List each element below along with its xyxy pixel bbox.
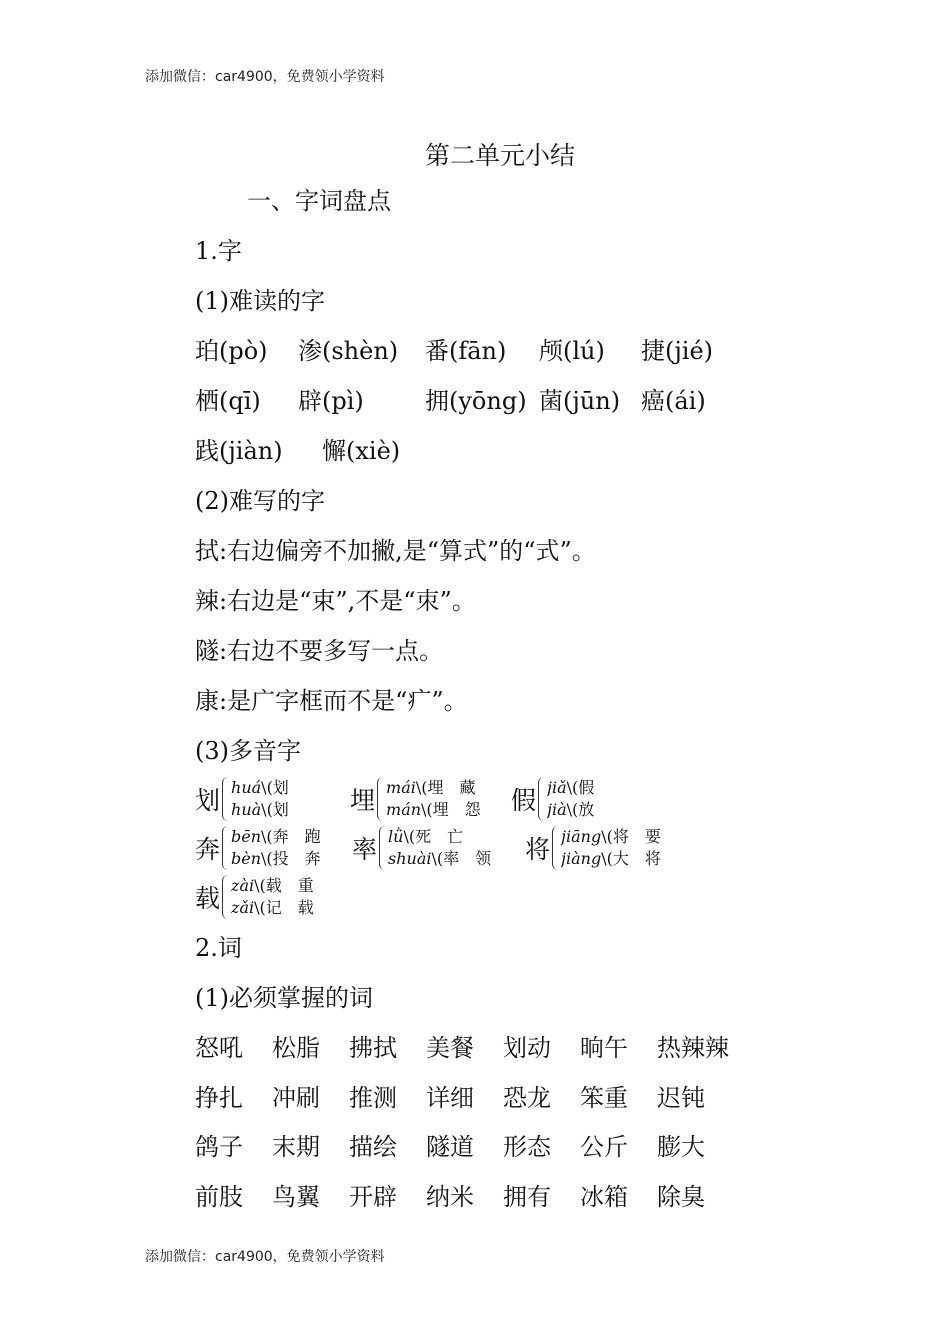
polyphone-block [195, 872, 331, 922]
watermark-top: 添加微信：car4900，免费领小学资料 [145, 69, 385, 85]
vocab-word: 鸟翼 [272, 1183, 320, 1211]
brace-icon [222, 875, 229, 919]
brace-icon [222, 777, 229, 821]
vocab-word: 推测 [349, 1084, 397, 1112]
vocab-word: 形态 [503, 1133, 551, 1161]
vocab-word: 末期 [272, 1133, 320, 1161]
brace-icon [222, 826, 229, 870]
vocab-word: 公斤 [580, 1133, 628, 1161]
vocab-word: 热辣辣 [657, 1034, 729, 1062]
vocab-word: 拥有 [503, 1183, 551, 1211]
vocab-word: 详细 [426, 1084, 474, 1112]
page-title: 第二单元小结 [424, 141, 575, 170]
vocab-word: 美餐 [426, 1034, 474, 1062]
vocab-word: 恐龙 [503, 1084, 551, 1112]
reading-pinyin: huà [231, 800, 262, 819]
watermark-bottom: 添加微信：car4900，免费领小学资料 [145, 1249, 385, 1265]
reading-pinyin: jiàng [561, 849, 602, 868]
polyphone-block [195, 774, 306, 824]
hard-write-line: 隧:右边不要多写一点。 [195, 637, 444, 665]
vocab-word: 冲刷 [272, 1084, 320, 1112]
subsection-characters: 1.字 [195, 237, 242, 265]
polyphone-char: 奔 [195, 835, 221, 864]
reading-example: \(载 重 [254, 876, 314, 895]
polyphone-char: 将 [525, 835, 551, 864]
vocab-word: 前肢 [195, 1183, 243, 1211]
pinyin-entry: 栖(qī) [195, 387, 261, 415]
vocab-word: 松脂 [272, 1034, 320, 1062]
reading-pinyin: jià [547, 800, 567, 819]
reading-example: \(记 载 [254, 898, 314, 917]
word-row [195, 1181, 734, 1213]
polyphone-char: 划 [195, 786, 221, 815]
pinyin-entry: 拥(yōng) [425, 387, 527, 415]
reading-pinyin: mái [386, 778, 416, 797]
word-row [195, 1082, 734, 1114]
reading-pinyin: bèn [231, 849, 262, 868]
reading-example: \(奔 跑 [261, 827, 321, 846]
polyphone-char: 埋 [350, 786, 376, 815]
hard-write-line: 辣:右边是“束”,不是“朿”。 [195, 587, 476, 615]
pinyin-entry: 渗(shèn) [298, 337, 399, 365]
hard-read-row [195, 435, 400, 467]
polyphone-block [195, 823, 343, 873]
subsection-words: 2.词 [195, 934, 242, 962]
reading-pinyin: bēn [231, 827, 262, 846]
brace-icon [379, 826, 386, 870]
reading-example: \(划 [261, 800, 289, 819]
reading-example: \(埋 怨 [421, 800, 481, 819]
vocab-word: 除臭 [657, 1183, 705, 1211]
polyphone-block [511, 774, 617, 824]
reading-pinyin: shuài [388, 849, 432, 868]
vocab-word: 怒吼 [195, 1034, 243, 1062]
brace-icon [538, 777, 545, 821]
reading-example: \(放 [566, 800, 595, 819]
pinyin-entry: 捷(jié) [641, 337, 714, 365]
pinyin-entry: 辟(pì) [298, 387, 364, 415]
reading-example: \(大 将 [601, 849, 661, 868]
hard-read-row [195, 335, 713, 367]
pinyin-entry: 菌(jūn) [539, 387, 621, 415]
reading-pinyin: zǎi [231, 898, 255, 917]
reading-example: \(划 [261, 778, 289, 797]
reading-example: \(投 奔 [261, 849, 321, 868]
hard-read-row [195, 385, 706, 417]
polyphone-block [525, 823, 679, 873]
vocab-word: 描绘 [349, 1133, 397, 1161]
reading-pinyin: zài [231, 876, 255, 895]
vocab-word: 挣扎 [195, 1084, 243, 1112]
polyphone-char: 率 [352, 835, 378, 864]
polyphone-block [350, 774, 496, 824]
reading-pinyin: jiāng [561, 827, 602, 846]
pinyin-entry: 珀(pò) [195, 337, 268, 365]
pinyin-entry: 懈(xiè) [322, 437, 401, 465]
hard-write-heading: (2)难写的字 [195, 487, 325, 515]
pinyin-entry: 番(fān) [425, 337, 507, 365]
word-row [195, 1032, 734, 1064]
vocab-word: 划动 [503, 1034, 551, 1062]
reading-pinyin: jiǎ [547, 778, 567, 797]
hard-write-line: 拭:右边偏旁不加撇,是“算式”的“式”。 [195, 537, 596, 565]
vocab-word: 鸽子 [195, 1133, 243, 1161]
must-know-heading: (1)必须掌握的词 [195, 984, 373, 1012]
reading-example: \(死 亡 [403, 827, 464, 846]
vocab-word: 膨大 [657, 1133, 705, 1161]
vocab-word: 纳米 [426, 1183, 474, 1211]
reading-example: \(假 [566, 778, 595, 797]
vocab-word: 拂拭 [349, 1034, 397, 1062]
reading-example: \(率 领 [431, 849, 492, 868]
polyphone-char: 载 [195, 884, 221, 913]
reading-pinyin: lǜ [388, 827, 404, 846]
polyphone-heading: (3)多音字 [195, 737, 301, 765]
hard-write-line: 康:是广字框而不是“疒”。 [195, 687, 468, 715]
word-row [195, 1131, 734, 1163]
hard-read-heading: (1)难读的字 [195, 287, 325, 315]
vocab-word: 开辟 [349, 1183, 397, 1211]
section-heading: 一、字词盘点 [247, 187, 391, 215]
vocab-word: 笨重 [580, 1084, 628, 1112]
polyphone-block [352, 823, 513, 873]
reading-pinyin: mán [386, 800, 422, 819]
vocab-word: 迟钝 [657, 1084, 705, 1112]
brace-icon [377, 777, 384, 821]
polyphone-char: 假 [511, 786, 537, 815]
pinyin-entry: 颅(lú) [539, 337, 605, 365]
pinyin-entry: 践(jiàn) [195, 437, 283, 465]
reading-pinyin: huá [231, 778, 262, 797]
brace-icon [552, 826, 559, 870]
vocab-word: 隧道 [426, 1133, 474, 1161]
vocab-word: 晌午 [580, 1034, 628, 1062]
reading-example: \(埋 藏 [415, 778, 476, 797]
pinyin-entry: 癌(ái) [641, 387, 706, 415]
vocab-word: 冰箱 [580, 1183, 628, 1211]
reading-example: \(将 要 [601, 827, 661, 846]
